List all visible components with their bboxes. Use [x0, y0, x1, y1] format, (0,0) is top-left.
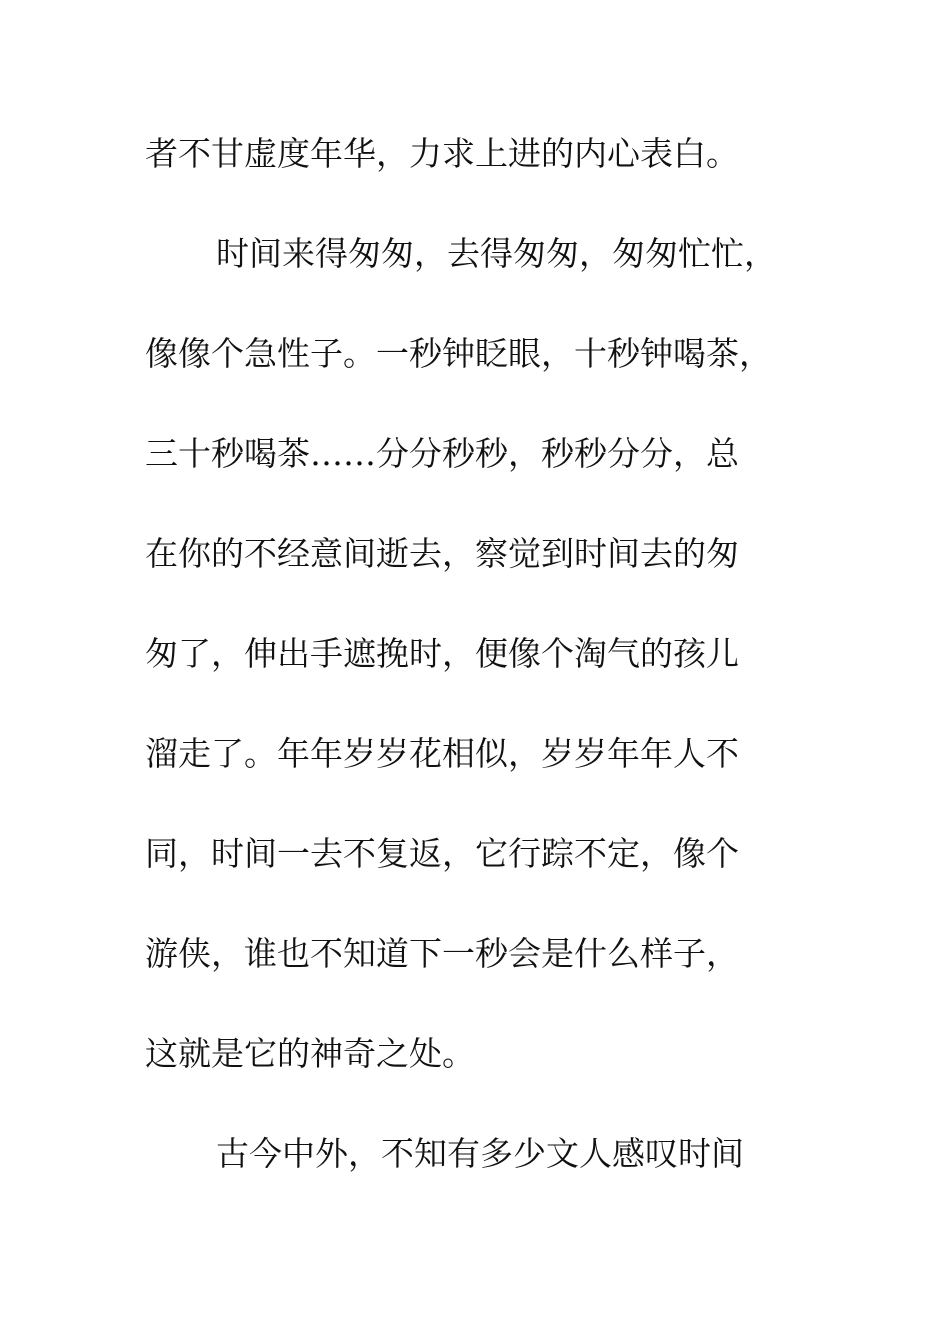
text-line-10: 这就是它的神奇之处。 [145, 1034, 475, 1073]
text-line-1: 者不甘虚度年华，力求上进的内心表白。 [145, 134, 739, 173]
text-line-4: 三十秒喝茶……分分秒秒，秒秒分分，总 [145, 434, 739, 473]
text-line-2-paragraph-start: 时间来得匆匆，去得匆匆，匆匆忙忙， [216, 234, 777, 273]
text-line-3: 像像个急性子。一秒钟眨眼，十秒钟喝茶， [145, 334, 772, 373]
text-line-8: 同，时间一去不复返，它行踪不定，像个 [145, 834, 739, 873]
text-line-5: 在你的不经意间逝去，察觉到时间去的匆 [145, 534, 739, 573]
text-line-6: 匆了，伸出手遮挽时，便像个淘气的孩儿 [145, 634, 739, 673]
text-line-7: 溜走了。年年岁岁花相似，岁岁年年人不 [145, 734, 739, 773]
text-line-9: 游侠，谁也不知道下一秒会是什么样子， [145, 934, 739, 973]
text-line-11-paragraph-start: 古今中外，不知有多少文人感叹时间 [216, 1134, 744, 1173]
